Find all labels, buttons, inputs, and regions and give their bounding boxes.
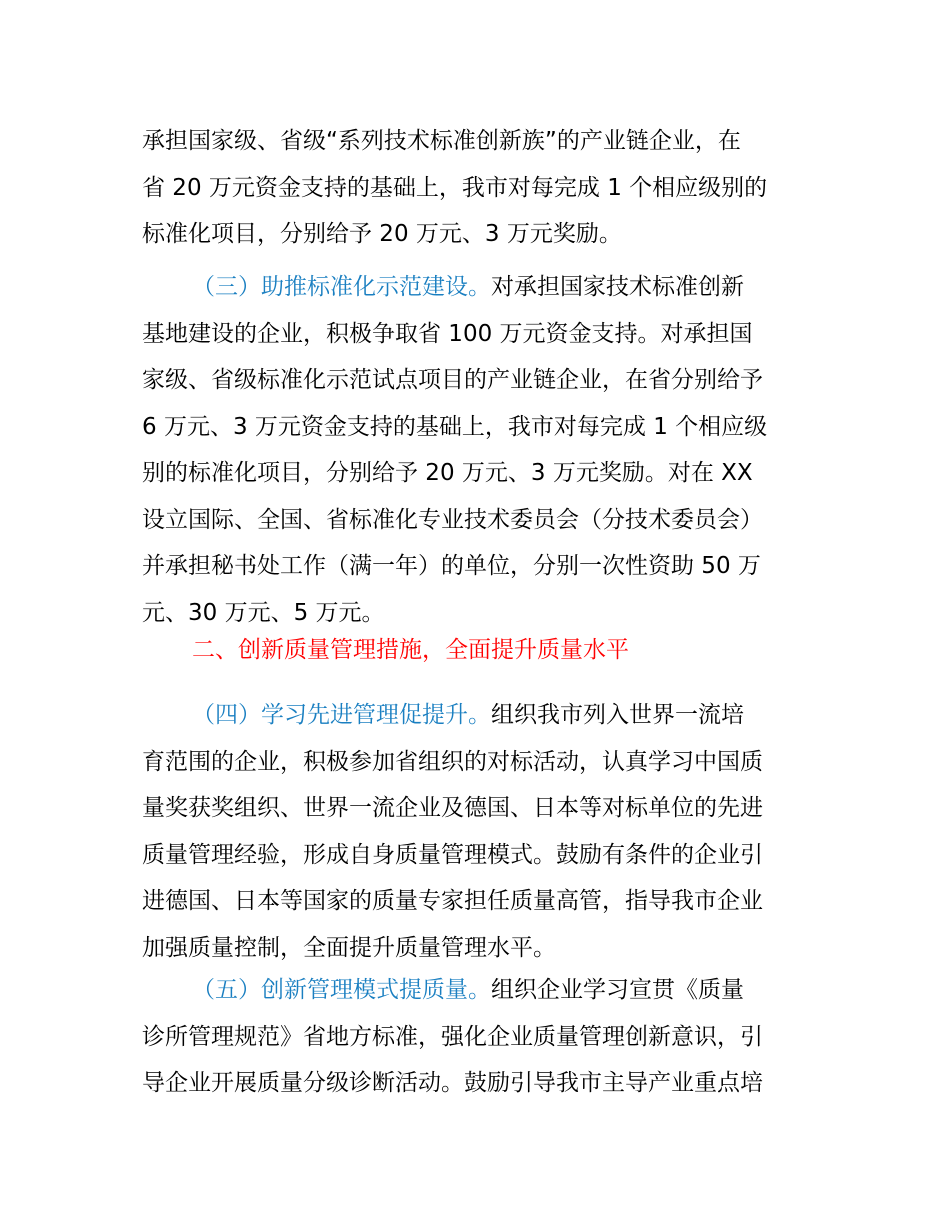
paragraph-section-two [142, 627, 629, 674]
section-heading-5: （五）创新管理模式提质量。 [192, 977, 491, 1003]
text-run: 对承担国家技术标准创新 [491, 274, 744, 300]
text-line: 诊所管理规范》省地方标准，强化企业质量管理创新意识，引 [142, 1023, 763, 1050]
text-line [142, 264, 767, 311]
text-run: 组织企业学习宣贯《质量 [491, 977, 744, 1003]
text-run: 组织我市列入世界一流培 [491, 702, 744, 728]
text-line: 进德国、日本等国家的质量专家担任质量高管，指导我市企业 [142, 888, 763, 914]
text-line: 质量管理经验，形成自身质量管理模式。鼓励有条件的企业引 [142, 841, 763, 868]
text-line: 育范围的企业，积极参加省组织的对标活动，认真学习中国质 [142, 748, 763, 775]
paragraph-standards-family [142, 118, 767, 258]
section-heading-3: （三）助推标准化示范建设。 [192, 274, 491, 300]
text-line: 承担国家级、省级“系列技术标准创新族”的产业链企业，在 [142, 128, 741, 154]
section-heading-two: 二、创新质量管理措施，全面提升质量水平 [192, 637, 629, 663]
text-line: 加强质量控制，全面提升质量管理水平。 [142, 934, 556, 961]
text-line: 省 20 万元资金支持的基础上，我市对每完成 1 个相应级别的 [142, 174, 768, 201]
section-heading-4: （四）学习先进管理促提升。 [192, 702, 491, 728]
paragraph-demonstration [142, 264, 767, 636]
paragraph-advanced-management [142, 692, 763, 971]
text-line: 6 万元、3 万元资金支持的基础上，我市对每完成 1 个相应级 [142, 413, 768, 440]
text-line: 导企业开展质量分级诊断活动。鼓励引导我市主导产业重点培 [142, 1070, 763, 1096]
text-line: 标准化项目，分别给予 20 万元、3 万元奖励。 [142, 221, 622, 247]
paragraph-management-mode [142, 967, 763, 1107]
text-line: 家级、省级标准化示范试点项目的产业链企业，在省分别给予 [142, 367, 763, 393]
text-line: 基地建设的企业，积极争取省 100 万元资金支持。对承担国 [142, 320, 753, 347]
text-line: 量奖获奖组织、世界一流企业及德国、日本等对标单位的先进 [142, 795, 763, 821]
text-line [142, 692, 763, 739]
text-line: 元、30 万元、5 万元。 [142, 599, 385, 626]
text-line: 并承担秘书处工作（满一年）的单位，分别一次性资助 50 万 [142, 553, 761, 579]
text-line: 设立国际、全国、省标准化专业技术委员会（分技术委员会） [142, 506, 763, 533]
text-line: 别的标准化项目，分别给予 20 万元、3 万元奖励。对在 XX [142, 460, 753, 486]
text-line [142, 967, 763, 1014]
